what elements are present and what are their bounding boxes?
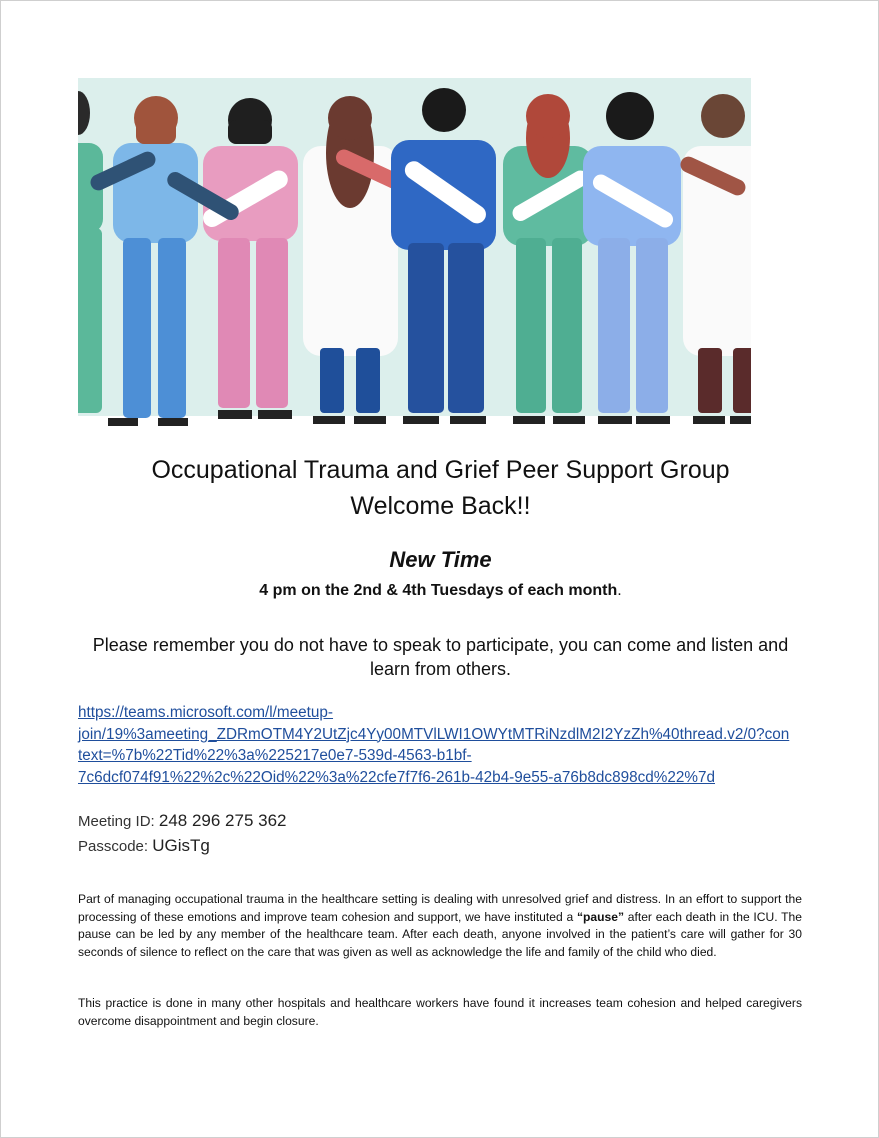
schedule-period: . [617,582,622,599]
meeting-details [78,809,287,859]
paragraph1-after: after each death in the ICU. The pause can be led by any member of the healthcare team. After each death, anyone involved in the patient’s care will gather for 30 seconds of silence to reflect on the care that was given as well as acknowledge the life and family of the child who died. [78,909,802,959]
page-title: Occupational Trauma and Grief Peer Support Group [151,456,730,484]
passcode-value: UGisTg [152,836,210,855]
meeting-id-label: Meeting ID: [78,813,155,830]
schedule-text: 4 pm on the 2nd & 4th Tuesdays of each month [259,582,618,599]
link-line-4[interactable]: 7c6dcf074f91%22%2c%22Oid%22%3a%22cfe7f7f6-261b-42b4-9e55-a76b8dc898cd%22%7d [78,768,715,786]
link-line-2[interactable]: join/19%3ameeting_ZDRmOTM4Y2UtZjc4Yy00MTVlLWI1OWYtMTRiNzdlM2I2YzZh%40thread.v2/0?con [78,725,790,743]
pause-term: “pause” [576,909,624,924]
passcode-row [78,834,287,859]
paragraph1-before: Part of managing occupational trauma in the healthcare setting is dealing with unresolved grief and distress. In an effort to support the processing of these emotions and improve team cohesion and support, we have instituted a [78,892,802,924]
link-line-1[interactable]: https://teams.microsoft.com/l/meetup- [78,704,334,721]
healthcare-workers-image [78,78,751,428]
hero-illustration [78,78,751,428]
meeting-id-value: 248 296 275 362 [158,811,287,830]
link-line-3[interactable]: text=%7b%22Tid%22%3a%225217e0e7-539d-4563-b1bf- [78,747,472,764]
welcome-heading: Welcome Back!! [350,492,531,520]
passcode-label: Passcode: [78,838,149,855]
new-time-heading: New Time [389,547,492,572]
meeting-id-row [78,809,287,834]
pause-description-paragraph [78,891,802,961]
participation-reminder: Please remember you do not have to speak to participate, you can come and listen and learn from others. [92,635,789,679]
teams-meeting-link[interactable] [78,702,808,788]
meeting-schedule [1,582,879,600]
practice-paragraph: This practice is done in many other hospitals and healthcare workers have found it increases team cohesion and helped caregivers overcome disappointment and begin closure. [78,996,802,1028]
